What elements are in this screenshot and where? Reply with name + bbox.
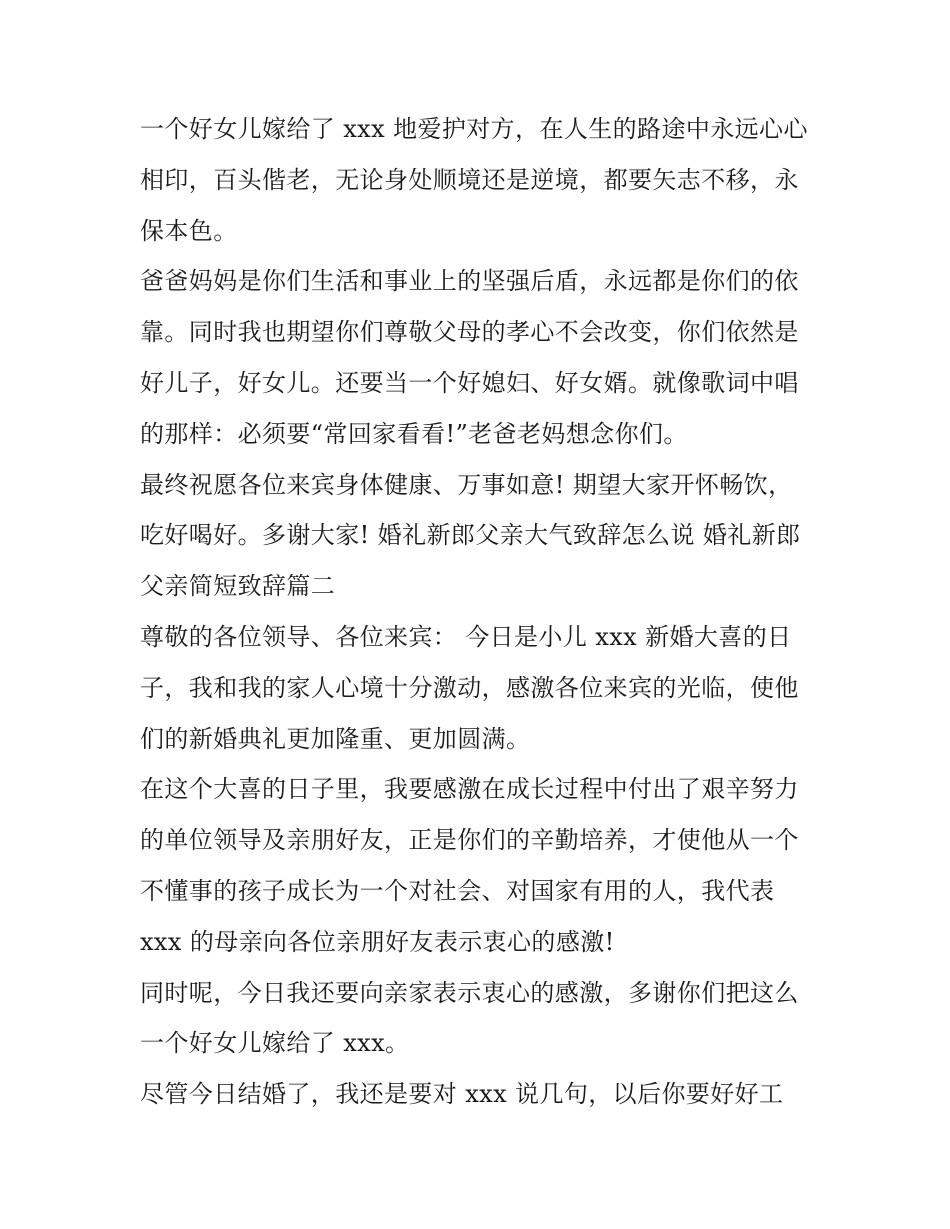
paragraph-5: [140, 764, 820, 967]
paragraph-6: [140, 968, 820, 1070]
text-line: 最终祝愿各位来宾身体健康、万事如意! 期望大家开怀畅饮，: [140, 470, 793, 499]
text-line: 一个好女儿嫁给了 xxx。: [140, 1029, 410, 1058]
paragraph-7: [140, 1069, 820, 1120]
paragraph-3: [140, 460, 820, 612]
paragraph-2: [140, 256, 820, 459]
text-line: 们的新婚典礼更加隆重、更加圆满。: [140, 724, 531, 753]
text-line: 不懂事的孩子成长为一个对社会、对国家有用的人，我代表: [140, 876, 775, 905]
text-line: 一个好女儿嫁给了 xxx 地爱护对方，在人生的路途中永远心心: [140, 115, 808, 143]
document-body: [140, 104, 820, 1120]
text-line: 爸爸妈妈是你们生活和事业上的坚强后盾，永远都是你们的依: [140, 267, 799, 296]
text-line: xxx 的母亲向各位亲朋好友表示衷心的感激!: [140, 927, 615, 956]
text-line: 父亲简短致辞篇二: [140, 572, 336, 601]
text-line: 的那样：必须要“常回家看看!”老爸老妈想念你们。: [140, 419, 688, 448]
paragraph-4: [140, 612, 820, 764]
text-line: 同时呢，今日我还要向亲家表示衷心的感激，多谢你们把这么: [140, 978, 799, 1007]
text-line: 保本色。: [140, 216, 238, 245]
paragraph-1: [140, 104, 820, 256]
text-line: 好儿子，好女儿。还要当一个好媳妇、好女婿。就像歌词中唱: [140, 368, 799, 397]
text-line: 靠。同时我也期望你们尊敬父母的孝心不会改变，你们依然是: [140, 318, 799, 347]
text-line: 的单位领导及亲朋好友，正是你们的辛勤培养，才使他从一个: [140, 826, 799, 855]
text-line: 吃好喝好。多谢大家! 婚礼新郎父亲大气致辞怎么说 婚礼新郎: [140, 521, 801, 550]
text-line: 子，我和我的家人心境十分激动，感激各位来宾的光临，使他: [140, 673, 799, 702]
text-line: 尽管今日结婚了，我还是要对 xxx 说几句，以后你要好好工: [140, 1080, 784, 1109]
text-line: 尊敬的各位领导、各位来宾： 今日是小儿 xxx 新婚大喜的日: [140, 622, 792, 651]
text-line: 在这个大喜的日子里，我要感激在成长过程中付出了艰辛努力: [140, 775, 799, 804]
text-line: 相印，百头偕老，无论身处顺境还是逆境，都要矢志不移，永: [140, 165, 799, 194]
